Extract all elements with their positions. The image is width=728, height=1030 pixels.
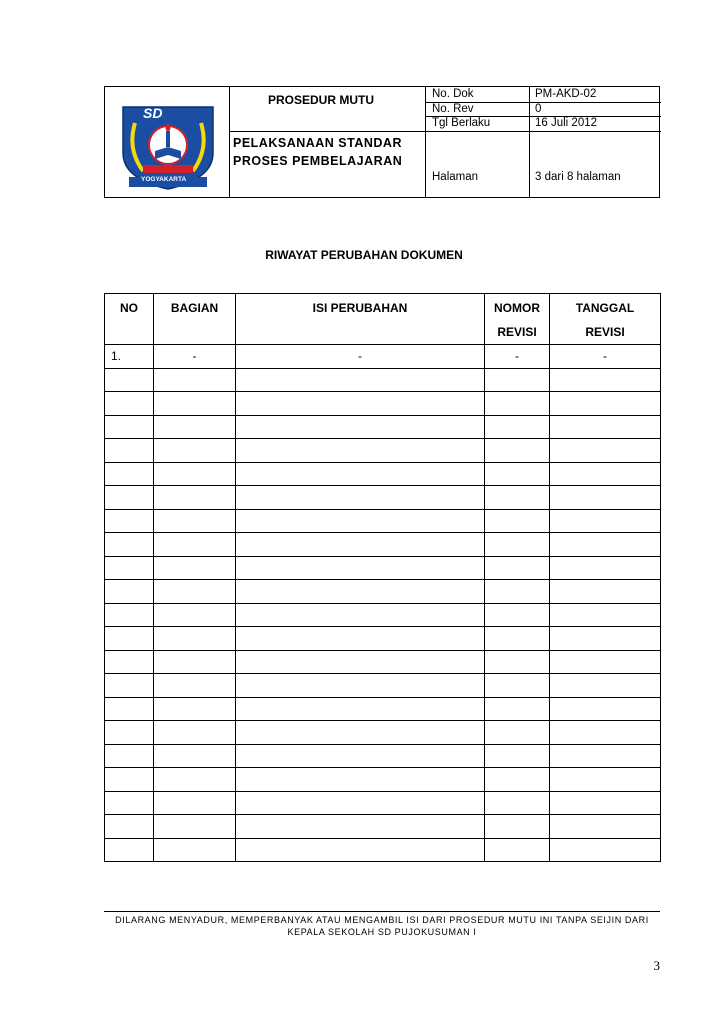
table-cell: [154, 439, 236, 463]
column-header-bagian: BAGIAN: [154, 294, 236, 345]
table-cell: [485, 627, 550, 651]
footer-notice-line1: DILARANG MENYADUR, MEMPERBANYAK ATAU MENGAMBIL ISI DARI PROSEDUR MUTU INI TANPA SEIJIN DARI: [115, 915, 649, 925]
table-cell: [154, 674, 236, 698]
column-header-nomor-revisi: NOMOR REVISI: [485, 294, 550, 345]
table-row: [105, 768, 661, 792]
table-cell: [236, 697, 485, 721]
header-divider: [529, 87, 530, 197]
table-cell: [550, 768, 661, 792]
table-cell: [485, 768, 550, 792]
school-emblem-icon: [113, 93, 223, 191]
column-header-no: NO: [105, 294, 154, 345]
table-cell: [485, 674, 550, 698]
table-cell: [105, 627, 154, 651]
table-cell: [154, 650, 236, 674]
section-title: RIWAYAT PERUBAHAN DOKUMEN: [265, 248, 463, 262]
table-cell: [485, 415, 550, 439]
table-cell: [105, 392, 154, 416]
no-rev-label: No. Rev: [432, 103, 474, 115]
table-cell: [154, 415, 236, 439]
table-cell: [550, 486, 661, 510]
table-cell: [236, 674, 485, 698]
table-cell: [550, 439, 661, 463]
table-cell: [105, 815, 154, 839]
table-cell: [105, 556, 154, 580]
table-cell: [154, 768, 236, 792]
table-cell: [236, 462, 485, 486]
table-cell: [236, 744, 485, 768]
no-dok-value: PM-AKD-02: [535, 88, 597, 100]
table-cell: [236, 791, 485, 815]
table-row: [105, 603, 661, 627]
table-cell: [550, 580, 661, 604]
no-dok-label: No. Dok: [432, 88, 474, 100]
column-header-isi-perubahan: ISI PERUBAHAN: [236, 294, 485, 345]
table-cell: [154, 368, 236, 392]
table-cell: [550, 650, 661, 674]
table-cell: [550, 744, 661, 768]
table-cell: [236, 392, 485, 416]
table-row: [105, 556, 661, 580]
table-cell: [105, 721, 154, 745]
table-row: [105, 439, 661, 463]
table-row: [105, 509, 661, 533]
document-header: [104, 86, 660, 198]
table-row: [105, 721, 661, 745]
table-cell: [485, 462, 550, 486]
footer-notice-line2: KEPALA SEKOLAH SD PUJOKUSUMAN I: [287, 927, 477, 937]
table-cell: [236, 368, 485, 392]
table-cell: [550, 462, 661, 486]
table-cell: [485, 697, 550, 721]
table-cell: [105, 838, 154, 862]
no-rev-value: 0: [535, 103, 542, 115]
table-cell: -: [236, 345, 485, 369]
table-row: [105, 838, 661, 862]
table-cell: [154, 533, 236, 557]
table-cell: [105, 603, 154, 627]
table-row: [105, 791, 661, 815]
table-cell: [236, 838, 485, 862]
table-row: [105, 533, 661, 557]
table-row: [105, 697, 661, 721]
table-cell: [154, 556, 236, 580]
table-cell: [550, 556, 661, 580]
table-cell: [485, 439, 550, 463]
table-cell: [154, 509, 236, 533]
table-cell: [236, 556, 485, 580]
table-row: [105, 627, 661, 651]
table-cell: [154, 627, 236, 651]
table-cell: [154, 697, 236, 721]
table-cell: [105, 674, 154, 698]
table-cell: [236, 486, 485, 510]
table-row: [105, 368, 661, 392]
table-cell: [236, 415, 485, 439]
table-cell: [236, 533, 485, 557]
table-cell: [485, 486, 550, 510]
document-title: PROSEDUR MUTU: [268, 93, 375, 107]
table-row: [105, 744, 661, 768]
table-cell: [154, 815, 236, 839]
table-cell: [154, 603, 236, 627]
table-row: [105, 392, 661, 416]
table-cell: [236, 580, 485, 604]
table-cell: [550, 533, 661, 557]
table-cell: [485, 392, 550, 416]
table-cell: -: [154, 345, 236, 369]
table-cell: [550, 415, 661, 439]
table-cell: [485, 721, 550, 745]
table-cell: [105, 697, 154, 721]
table-row: [105, 462, 661, 486]
table-cell: [236, 815, 485, 839]
table-cell: [550, 721, 661, 745]
table-cell: [236, 509, 485, 533]
header-divider: [229, 87, 230, 197]
emblem-top-text: SD: [143, 105, 163, 121]
table-row: [105, 345, 661, 369]
table-cell: [485, 509, 550, 533]
table-cell: [236, 768, 485, 792]
table-cell: [105, 368, 154, 392]
table-cell: [154, 838, 236, 862]
table-cell: [550, 815, 661, 839]
table-cell: [105, 462, 154, 486]
table-cell: [105, 580, 154, 604]
table-cell: [154, 486, 236, 510]
table-header-row: [105, 294, 661, 345]
table-cell: [485, 650, 550, 674]
footer-notice: [104, 914, 660, 938]
table-cell: [550, 791, 661, 815]
tgl-berlaku-label: Tgl Berlaku: [432, 117, 491, 129]
table-cell: [485, 838, 550, 862]
table-cell: [154, 744, 236, 768]
table-row: [105, 486, 661, 510]
table-row: [105, 415, 661, 439]
document-subtitle-line2: PROSES PEMBELAJARAN: [233, 154, 403, 168]
emblem-bottom-text: YOGYAKARTA: [141, 176, 187, 183]
halaman-value: 3 dari 8 halaman: [535, 171, 621, 183]
table-cell: [105, 509, 154, 533]
column-header-tanggal-revisi: TANGGAL REVISI: [550, 294, 661, 345]
table-row: [105, 650, 661, 674]
table-cell: [236, 439, 485, 463]
table-cell: [105, 533, 154, 557]
table-cell: [485, 368, 550, 392]
table-cell: [550, 603, 661, 627]
table-cell: -: [485, 345, 550, 369]
table-cell: [236, 627, 485, 651]
header-divider: [425, 87, 426, 197]
table-cell: [550, 674, 661, 698]
document-subtitle-line1: PELAKSANAAN STANDAR: [233, 136, 402, 150]
table-cell: [550, 838, 661, 862]
table-cell: [485, 556, 550, 580]
table-cell: [154, 462, 236, 486]
header-divider: [425, 131, 661, 132]
table-cell: [105, 439, 154, 463]
table-cell: [485, 815, 550, 839]
revision-history-table: [104, 293, 661, 862]
table-cell: [485, 791, 550, 815]
table-cell: [485, 603, 550, 627]
table-cell: 1.: [105, 345, 154, 369]
footer-rule: [104, 911, 660, 912]
table-cell: [105, 415, 154, 439]
table-cell: [105, 744, 154, 768]
table-cell: [105, 486, 154, 510]
table-cell: [154, 392, 236, 416]
table-cell: [236, 721, 485, 745]
table-cell: [105, 791, 154, 815]
table-cell: [550, 509, 661, 533]
table-cell: [154, 580, 236, 604]
table-row: [105, 674, 661, 698]
table-row: [105, 580, 661, 604]
table-cell: [236, 650, 485, 674]
page-number: 3: [653, 958, 660, 973]
table-cell: [550, 368, 661, 392]
header-divider: [229, 131, 425, 132]
table-cell: [236, 603, 485, 627]
table-row: [105, 815, 661, 839]
table-cell: [105, 650, 154, 674]
table-cell: [550, 392, 661, 416]
table-cell: [550, 697, 661, 721]
table-cell: [154, 721, 236, 745]
table-cell: [105, 768, 154, 792]
table-cell: [154, 791, 236, 815]
table-cell: [485, 533, 550, 557]
table-cell: -: [550, 345, 661, 369]
table-cell: [485, 580, 550, 604]
table-cell: [485, 744, 550, 768]
halaman-label: Halaman: [432, 171, 479, 183]
tgl-berlaku-value: 16 Juli 2012: [535, 117, 598, 129]
table-cell: [550, 627, 661, 651]
